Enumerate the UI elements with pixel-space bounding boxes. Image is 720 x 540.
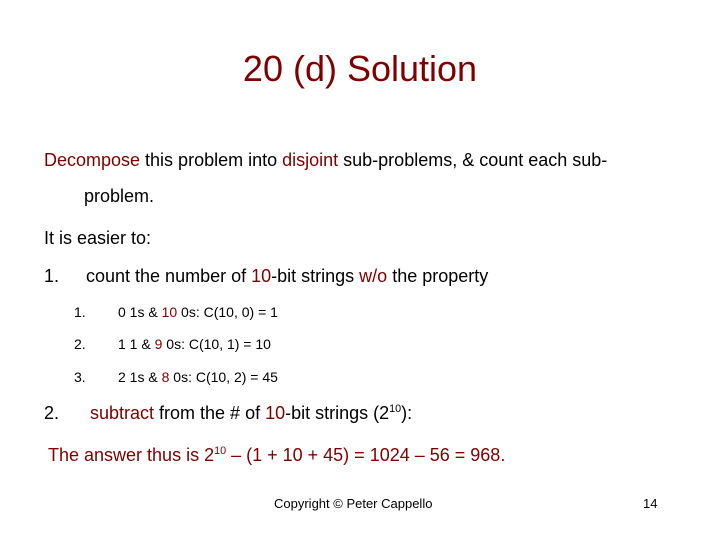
step-2-text-f: ):	[401, 403, 413, 423]
step-1-text-a: count the number of	[86, 266, 252, 286]
step-2-text-b: from the # of	[154, 403, 266, 423]
disjoint-word: disjoint	[282, 150, 339, 170]
substep-1-text-c: 0s: C(10, 0) = 1	[177, 304, 278, 320]
step-1-wo: w/o	[359, 266, 388, 286]
substep-3-number: 3.	[74, 369, 86, 385]
intro-text-b: sub-problems, & count each sub-	[338, 150, 608, 170]
substep-2-number: 2.	[74, 336, 86, 352]
answer-text-c: – (1 + 10 + 45) = 1024 – 56 = 968.	[226, 445, 506, 465]
decompose-word: Decompose	[44, 150, 141, 170]
step-1-ten: 10	[251, 266, 272, 286]
step-1-text-c: -bit strings	[271, 266, 360, 286]
substep-2-text-c: 0s: C(10, 1) = 10	[162, 336, 271, 352]
substep-3-text-c: 0s: C(10, 2) = 45	[169, 369, 278, 385]
substep-1-text-a: 0 1s &	[118, 304, 162, 320]
substep-2-zeros: 9	[154, 336, 163, 352]
answer-text-a: The answer thus is 2	[48, 445, 215, 465]
substep-1-number: 1.	[74, 304, 86, 320]
answer-line	[48, 445, 505, 466]
intro-line-2: problem.	[84, 186, 155, 206]
substep-1-zeros: 10	[161, 304, 178, 320]
step-2-exponent: 10	[389, 403, 402, 415]
step-1-number: 1.	[44, 266, 60, 286]
substep-2-text	[118, 336, 271, 352]
step-2-ten: 10	[265, 403, 286, 423]
page-number: 14	[643, 496, 658, 511]
step-2-text	[90, 403, 412, 424]
step-1-text-e: the property	[387, 266, 489, 286]
answer-exponent: 10	[214, 445, 227, 457]
substep-3-text	[118, 369, 278, 385]
copyright-text: Copyright © Peter Cappello	[274, 496, 433, 511]
substep-2-text-a: 1 1 &	[118, 336, 155, 352]
subtract-word: subtract	[90, 403, 155, 423]
intro-line-1	[44, 150, 607, 171]
step-2-number: 2.	[44, 403, 60, 423]
substep-3-zeros: 8	[161, 369, 170, 385]
step-2-text-d: -bit strings (2	[285, 403, 390, 423]
step-1-text	[86, 266, 488, 287]
slide-title: 20 (d) Solution	[242, 48, 478, 89]
easier-line: It is easier to:	[44, 228, 152, 248]
substep-3-text-a: 2 1s &	[118, 369, 162, 385]
substep-1-text	[118, 304, 278, 320]
intro-text-a: this problem into	[140, 150, 283, 170]
